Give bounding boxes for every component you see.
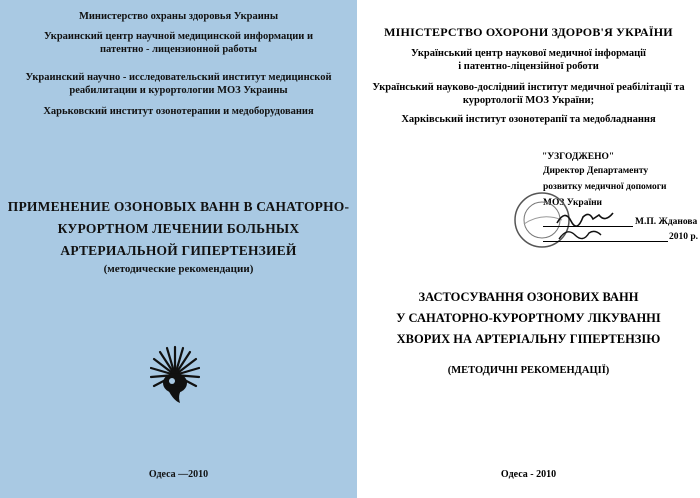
approval-agreed: "УЗГОДЖЕНО" xyxy=(542,152,615,162)
title-subtitle: (МЕТОДИЧНІ РЕКОМЕНДАЦІЇ) xyxy=(447,365,610,376)
approval-year: 2010 р. xyxy=(669,232,699,242)
cover-subtitle: (методические рекомендации) xyxy=(103,263,254,275)
signature-line xyxy=(543,226,633,227)
date-line xyxy=(543,241,668,242)
title-main-line3: ХВОРИХ НА АРТЕРІАЛЬНУ ГІПЕРТЕНЗІЮ xyxy=(396,332,661,346)
cover-institute-line2: реабилитации и курортологии МОЗ Украины xyxy=(69,85,288,96)
cover-city-year: Одеса —2010 xyxy=(148,469,209,480)
approval-title-line2: розвитку медичної допомоги xyxy=(543,182,667,192)
title-page xyxy=(357,0,700,498)
approval-title-line3: МОЗ України xyxy=(543,198,603,208)
cover-institute-line1: Украинский научно - исследовательский институт медицинской xyxy=(25,72,332,83)
title-kharkiv-institute: Харківський інститут озонотерапії та медобладнання xyxy=(401,114,656,125)
cover-center-line1: Украинский центр научной медицинской информации и xyxy=(43,31,314,42)
approval-title-line1: Директор Департаменту xyxy=(543,166,649,176)
cover-kharkiv-institute: Харьковский институт озонотерапии и медоборудования xyxy=(43,106,314,117)
cover-title-line3: АРТЕРИАЛЬНОЙ ГИПЕРТЕНЗИЕЙ xyxy=(60,243,297,258)
cover-title-line1: ПРИМЕНЕНИЕ ОЗОНОВЫХ ВАНН В САНАТОРНО- xyxy=(7,199,350,214)
sunburst-emblem-icon xyxy=(150,345,200,405)
title-main-line1: ЗАСТОСУВАННЯ ОЗОНОВИХ ВАНН xyxy=(418,290,639,304)
title-institute-line2: курортології МОЗ України; xyxy=(462,95,595,106)
title-main-line2: У САНАТОРНО-КУРОРТНОМУ ЛІКУВАННІ xyxy=(396,311,661,325)
title-institute-line1: Український науково-дослідний інститут медичної реабілітації та xyxy=(372,82,685,93)
title-ministry: МІНІСТЕРСТВО ОХОРОНИ ЗДОРОВ'Я УКРАЇНИ xyxy=(384,25,673,39)
approval-signer: М.П. Жданова xyxy=(635,217,698,227)
signature-icon xyxy=(553,205,633,245)
title-city-year: Одеса - 2010 xyxy=(500,469,557,480)
title-center-line1: Український центр наукової медичної інформації xyxy=(411,48,646,59)
cover-center-line2: патентно - лицензионной работы xyxy=(99,44,257,55)
title-center-line2: і патентно-ліцензійної роботи xyxy=(458,61,599,72)
cover-title-line2: КУРОРТНОМ ЛЕЧЕНИИ БОЛЬНЫХ xyxy=(57,221,300,236)
cover-ministry: Министерство охраны здоровья Украины xyxy=(78,11,279,22)
